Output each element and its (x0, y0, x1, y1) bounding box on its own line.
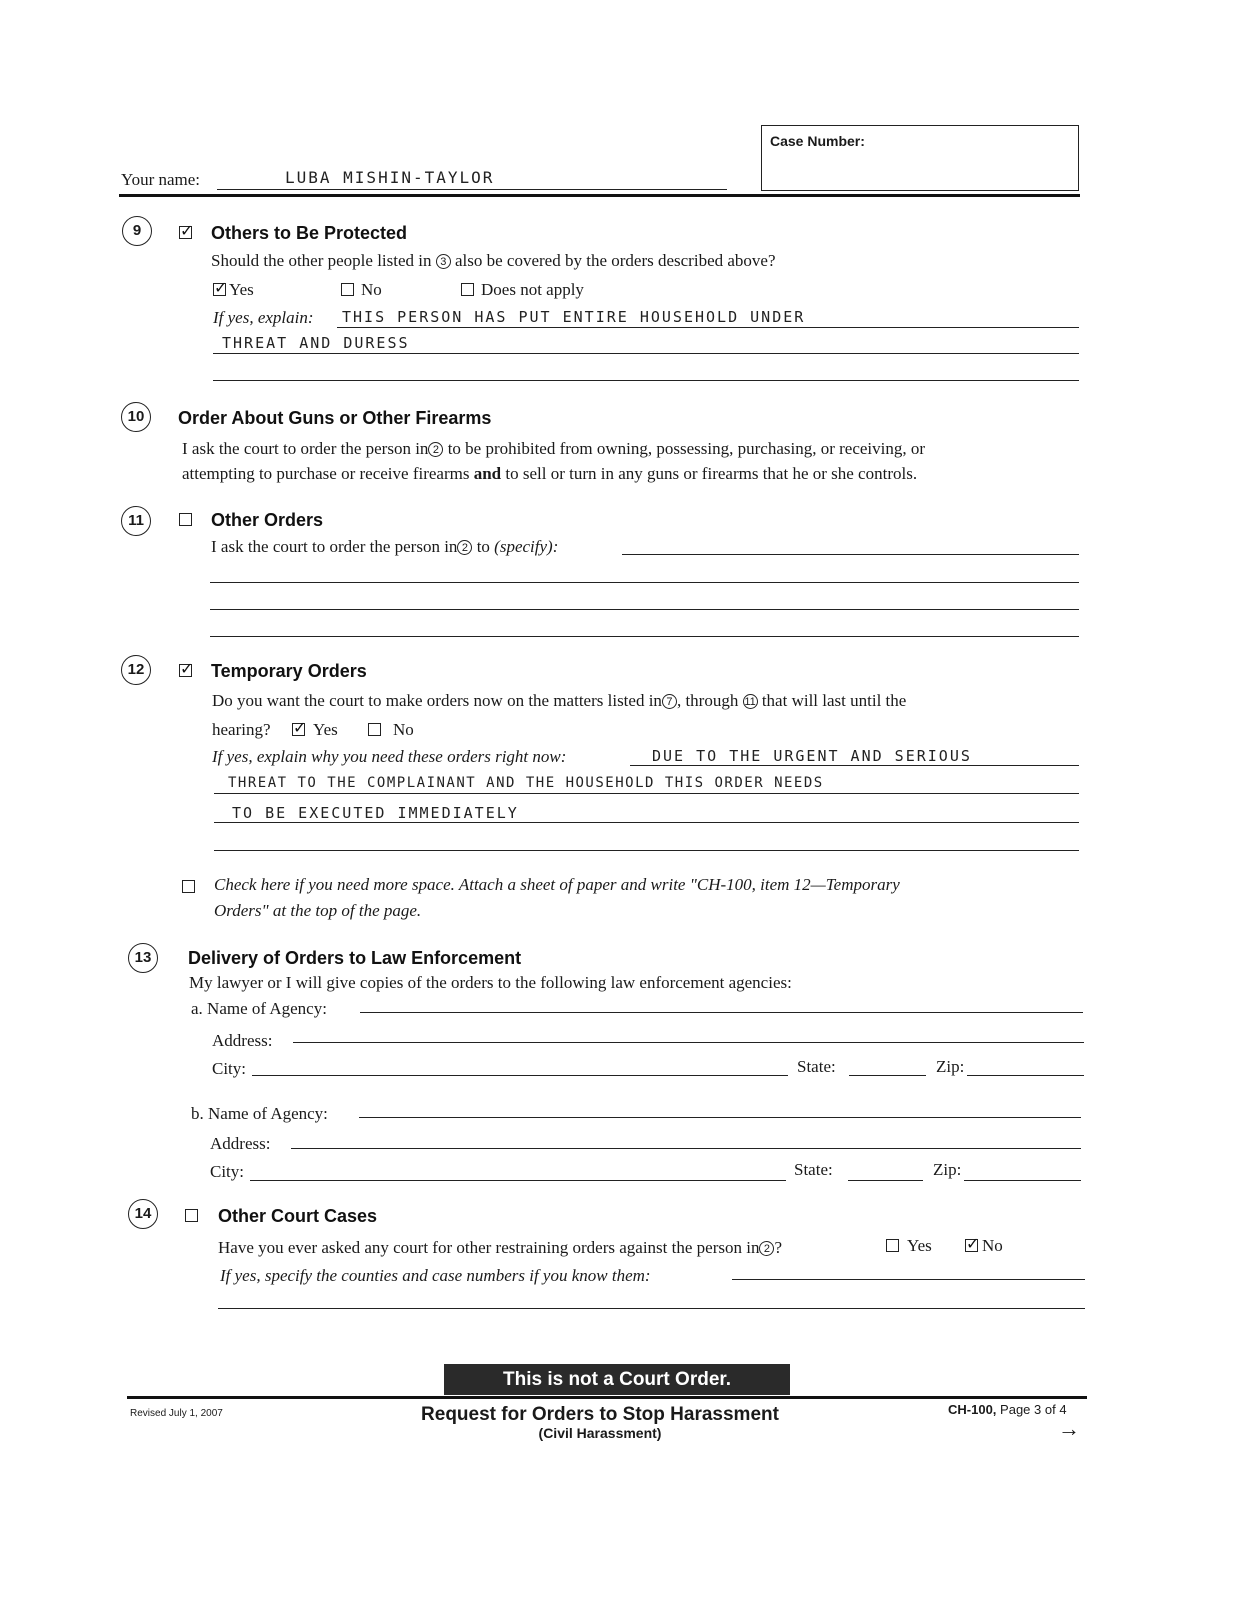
s12-explain-text-2[interactable]: THREAT TO THE COMPLAINANT AND THE HOUSEHOLD THIS ORDER NEEDS (228, 775, 824, 791)
s14-yes-label: Yes (907, 1236, 932, 1255)
s14-specify-label: If yes, specify the counties and case numbers if you know them: (220, 1266, 651, 1285)
s13-b-city-label: City: (210, 1162, 245, 1181)
s14-specify-input-1[interactable] (732, 1279, 1085, 1280)
s12-no-checkbox[interactable] (368, 723, 381, 736)
ref-circle: 3 (436, 254, 451, 269)
ref-circle: 11 (744, 696, 756, 708)
s13-a-state-label: State: (797, 1057, 836, 1076)
s9-yes-label: Yes (229, 280, 254, 299)
next-page-arrow-icon: → (1058, 1416, 1080, 1441)
s13-a-address-input[interactable] (293, 1042, 1084, 1043)
s13-b-address-input[interactable] (291, 1148, 1081, 1149)
s13-a-agency-label: a. Name of Agency: (191, 999, 327, 1018)
s13-a-city-label: City: (212, 1059, 247, 1078)
section-12-number: 12 (121, 655, 151, 685)
s11-line-3[interactable] (210, 609, 1079, 610)
s14-no-checkbox[interactable] (965, 1239, 978, 1252)
s9-explain-line-1 (337, 327, 1079, 328)
s13-intro: My lawyer or I will give copies of the orders to the following law enforcement agencies: (189, 973, 792, 992)
s13-a-address-label: Address: (212, 1031, 273, 1050)
s13-b-city-input[interactable] (250, 1180, 786, 1181)
s14-specify-input-2[interactable] (218, 1308, 1085, 1309)
s12-explain-label: If yes, explain why you need these orders right now: (212, 747, 567, 766)
s13-a-zip-label: Zip: (936, 1057, 965, 1076)
s9-yes-checkbox[interactable] (213, 283, 226, 296)
s11-line-2[interactable] (210, 582, 1079, 583)
s12-title: Temporary Orders (211, 661, 367, 681)
case-number-label: Case Number: (770, 133, 865, 149)
s13-a-state-input[interactable] (849, 1075, 926, 1076)
s12-explain-line-2 (214, 793, 1079, 794)
case-number-box[interactable] (761, 125, 1079, 191)
s13-b-state-input[interactable] (848, 1180, 923, 1181)
s9-no-label: No (361, 280, 382, 299)
revised-date: Revised July 1, 2007 (130, 1408, 223, 1419)
s12-yes-checkbox[interactable] (292, 723, 305, 736)
s12-explain-line-1 (630, 765, 1079, 766)
s13-a-agency-input[interactable] (360, 1012, 1083, 1013)
s11-text: I ask the court to order the person in 2 to (specify): (211, 537, 559, 556)
s12-more-space-checkbox[interactable] (182, 880, 195, 893)
s10-title: Order About Guns or Other Firearms (178, 408, 492, 428)
s11-line-1[interactable] (622, 554, 1079, 555)
your-name-line (217, 189, 727, 190)
s12-hearing-label: hearing? (212, 720, 271, 739)
s10-text-line-2: attempting to purchase or receive firearms and to sell or turn in any guns or firearms that he or she controls. (182, 464, 918, 483)
not-court-order-banner: This is not a Court Order. (444, 1364, 790, 1395)
ref-circle: 2 (457, 540, 472, 555)
section-11-number: 11 (121, 506, 151, 536)
s9-na-checkbox[interactable] (461, 283, 474, 296)
s9-explain-line-2 (213, 353, 1079, 354)
s12-explain-line-4 (214, 850, 1079, 851)
section-10-number: 10 (121, 402, 151, 432)
s12-explain-text-3[interactable]: TO BE EXECUTED IMMEDIATELY (232, 804, 519, 822)
form-title: Request for Orders to Stop Harassment (421, 1404, 779, 1425)
s11-title: Other Orders (211, 510, 324, 530)
ref-circle: 2 (759, 1241, 774, 1256)
s13-a-city-input[interactable] (252, 1075, 788, 1076)
s12-explain-line-3 (214, 822, 1079, 823)
your-name-value[interactable]: LUBA MISHIN-TAYLOR (285, 168, 495, 187)
s9-checkbox[interactable] (179, 226, 192, 239)
s12-explain-text-1[interactable]: DUE TO THE URGENT AND SERIOUS (652, 747, 972, 765)
s9-title: Others to Be Protected (211, 223, 408, 243)
s12-question-1: Do you want the court to make orders now on the matters listed in 7 , through 11 that will last until the (212, 691, 907, 710)
s13-a-zip-input[interactable] (967, 1075, 1084, 1076)
s14-checkbox[interactable] (185, 1209, 198, 1222)
s14-yes-checkbox[interactable] (886, 1239, 899, 1252)
form-page-info (948, 1402, 1067, 1417)
section-13-number: 13 (128, 943, 158, 973)
form-subtitle: (Civil Harassment) (538, 1425, 662, 1441)
ref-circle: 7 (662, 694, 677, 709)
section-14-number: 14 (128, 1199, 158, 1229)
footer-rule (127, 1396, 1087, 1399)
s10-text-line-1: I ask the court to order the person in 2 to be prohibited from owning, possessing, purchasing, or receiving, or (182, 439, 926, 458)
s13-b-agency-input[interactable] (359, 1117, 1081, 1118)
s9-explain-text-1[interactable]: THIS PERSON HAS PUT ENTIRE HOUSEHOLD UNDER (342, 308, 806, 326)
s13-b-zip-input[interactable] (964, 1180, 1081, 1181)
s14-no-label: No (982, 1236, 1003, 1255)
s9-explain-text-2[interactable]: THREAT AND DURESS (222, 334, 410, 352)
s12-checkbox[interactable] (179, 664, 192, 677)
header-rule (119, 194, 1080, 197)
s9-explain-line-3 (213, 380, 1079, 381)
s13-b-agency-label: b. Name of Agency: (191, 1104, 328, 1123)
s12-more-space-line-1: Check here if you need more space. Attach a sheet of paper and write "CH-100, item 12—Temporary (214, 875, 900, 894)
s11-checkbox[interactable] (179, 513, 192, 526)
s9-explain-label: If yes, explain: (213, 308, 314, 327)
s14-title: Other Court Cases (218, 1206, 378, 1226)
s13-title: Delivery of Orders to Law Enforcement (188, 948, 522, 968)
ref-circle: 2 (428, 442, 443, 457)
s11-line-4[interactable] (210, 636, 1079, 637)
s14-question: Have you ever asked any court for other restraining orders against the person in 2 ? (218, 1238, 782, 1257)
s9-question: Should the other people listed in 3 also be covered by the orders described above? (211, 251, 776, 270)
s12-yes-label: Yes (313, 720, 338, 739)
your-name-label: Your name: (121, 170, 201, 189)
s9-na-label: Does not apply (481, 280, 584, 299)
page-number: Page 3 of 4 (1000, 1402, 1067, 1417)
s12-more-space-line-2: Orders" at the top of the page. (214, 901, 422, 920)
s9-no-checkbox[interactable] (341, 283, 354, 296)
s12-no-label: No (393, 720, 414, 739)
s13-b-zip-label: Zip: (933, 1160, 962, 1179)
form-id: CH-100, (948, 1402, 997, 1417)
s13-b-address-label: Address: (210, 1134, 271, 1153)
section-9-number: 9 (122, 216, 152, 246)
s13-b-state-label: State: (794, 1160, 833, 1179)
